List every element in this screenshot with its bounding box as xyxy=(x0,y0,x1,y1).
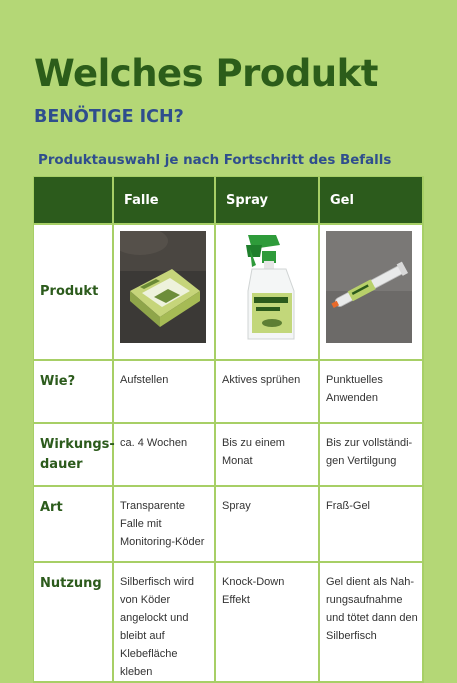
row-label-produkt: Produkt xyxy=(34,225,114,361)
cell-wirkungsdauer-gel: Bis zur vollständi-gen Vertilgung xyxy=(320,424,424,487)
page-title: Welches Produkt xyxy=(34,52,378,95)
table-row-wirkungsdauer xyxy=(34,424,424,487)
row-label-wie: Wie? xyxy=(34,361,114,424)
cell-nutzung-falle: Silberfisch wird von Köder angelockt und bleibt auf Klebefläche kleben xyxy=(114,563,216,683)
product-image-cell-gel xyxy=(320,225,424,361)
table-row-nutzung xyxy=(34,563,424,683)
column-header-gel: Gel xyxy=(320,177,424,225)
cell-wirkungsdauer-spray: Bis zu einem Monat xyxy=(216,424,320,487)
table-row-wie xyxy=(34,361,424,424)
trap-box-photo xyxy=(120,231,206,343)
cell-art-gel: Fraß-Gel xyxy=(320,487,424,563)
cell-wie-spray: Aktives sprühen xyxy=(216,361,320,424)
product-image-cell-falle xyxy=(114,225,216,361)
page-subtitle: BENÖTIGE ICH? xyxy=(34,107,184,127)
gel-syringe-photo xyxy=(326,231,412,343)
cell-art-falle: Transparente Falle mit Monitoring-Köder xyxy=(114,487,216,563)
spray-bottle-photo xyxy=(222,231,308,343)
table-header-row xyxy=(34,177,424,225)
cell-nutzung-spray: Knock-Down Effekt xyxy=(216,563,320,683)
table-caption: Produktauswahl je nach Fortschritt des Befalls xyxy=(38,153,392,168)
column-header-spray: Spray xyxy=(216,177,320,225)
table-row-art xyxy=(34,487,424,563)
column-header-falle: Falle xyxy=(114,177,216,225)
product-comparison-table xyxy=(33,176,424,683)
table-header-blank xyxy=(34,177,114,225)
cell-wirkungsdauer-falle: ca. 4 Wochen xyxy=(114,424,216,487)
row-label-wirkungsdauer: Wirkungs-dauer xyxy=(34,424,114,487)
table-row-produkt xyxy=(34,225,424,361)
cell-wie-falle: Aufstellen xyxy=(114,361,216,424)
cell-nutzung-gel: Gel dient als Nah-rungsaufnahme und tötet dann den Silberfisch xyxy=(320,563,424,683)
cell-wie-gel: Punktuelles Anwenden xyxy=(320,361,424,424)
row-label-art: Art xyxy=(34,487,114,563)
row-label-nutzung: Nutzung xyxy=(34,563,114,683)
cell-art-spray: Spray xyxy=(216,487,320,563)
product-image-cell-spray xyxy=(216,225,320,361)
